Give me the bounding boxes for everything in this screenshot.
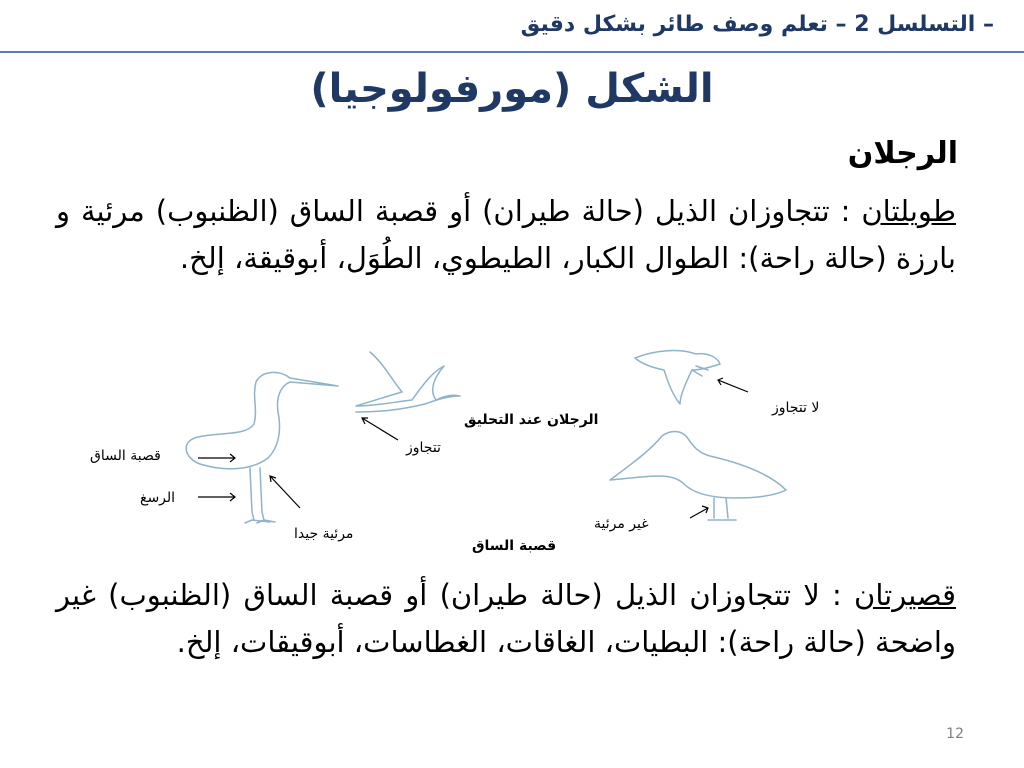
bird-sketches <box>80 340 850 570</box>
label-tibia: قصبة الساق <box>90 448 161 464</box>
slide-header <box>0 0 1024 52</box>
legs-illustration <box>80 340 850 570</box>
arrow-visible <box>270 476 300 508</box>
label-tarsus: الرسغ <box>140 490 176 506</box>
short-legs-paragraph <box>56 572 956 666</box>
arrow-not-exceed <box>718 378 748 392</box>
standing-wader-bird <box>186 372 338 468</box>
header-series-title: – التسلسل 2 – تعلم وصف طائر بشكل دقيق <box>520 12 994 37</box>
long-legs-term: طويلتان <box>861 194 956 228</box>
slide-title: الشكل (مورفولوجيا) <box>310 66 714 112</box>
header-divider <box>0 51 1024 53</box>
flying-bird-short-legs <box>635 351 720 404</box>
short-legs-text: : لا تتجاوزان الذيل (حالة طيران) أو قصبة الساق (الظنبوب) غير واضحة (حالة راحة): البطيات، الغاقات، الغطاسات، أبوقيقات، إلخ. <box>56 578 956 659</box>
snipe-bird-legs <box>708 498 736 520</box>
label-exceed: تتجاوز <box>406 440 441 456</box>
short-legs-term: قصيرتان <box>854 578 956 612</box>
label-tibia-caption: قصبة الساق <box>472 538 557 554</box>
flying-bird-long-legs <box>356 352 460 412</box>
label-visible-well: مرئية جيدا <box>294 526 354 542</box>
long-legs-text: : تتجاوزان الذيل (حالة طيران) أو قصبة الساق (الظنبوب) مرئية و بارزة (حالة راحة): الطوال الكبار، الطيطوي، الطُوَل، أبوقيقة، إلخ. <box>56 194 956 275</box>
label-not-visible: غير مرئية <box>594 516 649 532</box>
page-number: 12 <box>946 726 964 742</box>
arrow-tarsus <box>198 493 235 501</box>
label-not-exceed: لا تتجاوز <box>772 400 820 416</box>
snipe-bird <box>610 432 786 499</box>
arrow-tibia <box>198 454 235 462</box>
section-heading: الرجلان <box>847 136 958 171</box>
label-legs-in-flight: الرجلان عند التحليق <box>464 412 599 428</box>
arrow-not-visible <box>690 506 708 518</box>
arrow-exceed <box>362 418 398 440</box>
long-legs-paragraph <box>56 188 956 282</box>
